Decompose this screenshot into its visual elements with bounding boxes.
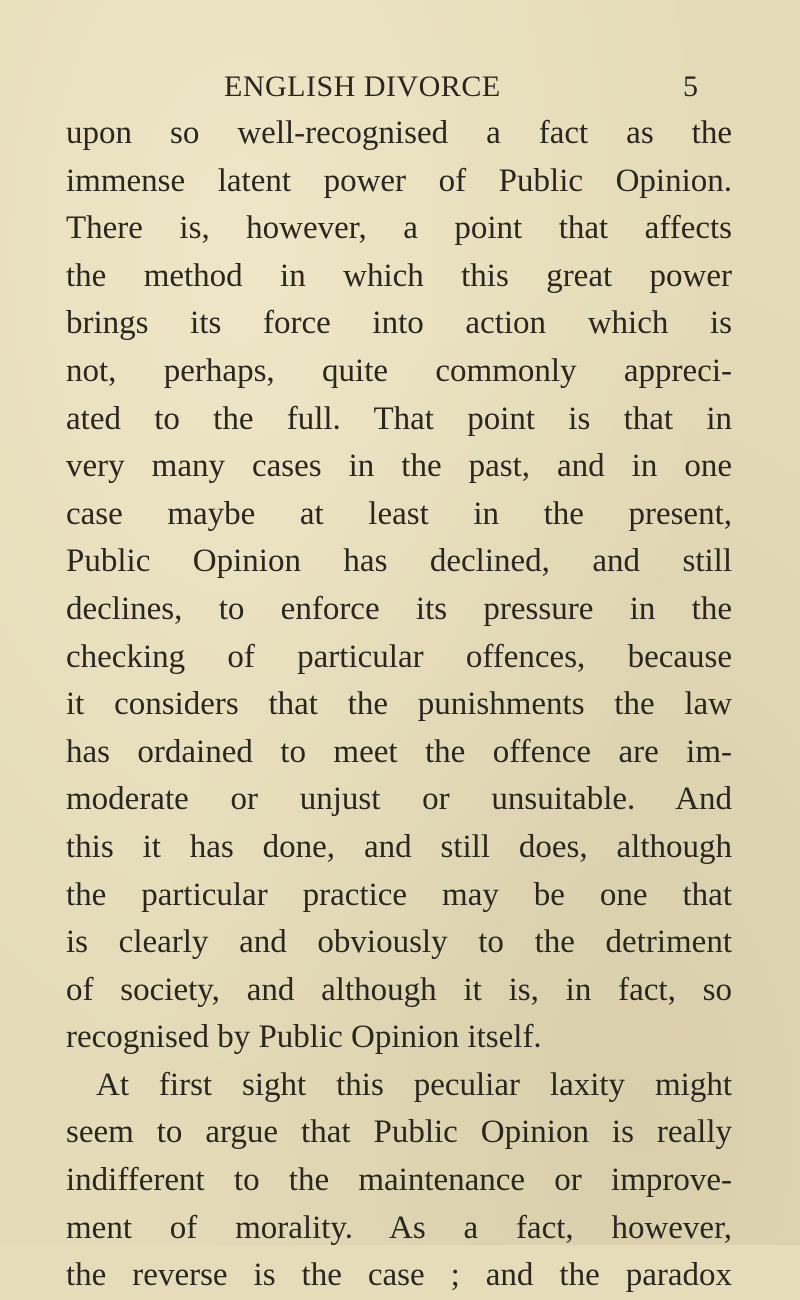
paragraph-start-line: At first sight this peculiar laxity might	[96, 1066, 732, 1103]
text-line: declines, to enforce its pressure in the	[66, 590, 732, 627]
text-line: Public Opinion has declined, and still	[66, 543, 732, 580]
text-line: There is, however, a point that affects	[66, 210, 732, 247]
text-line: seem to argue that Public Opinion is really	[66, 1114, 732, 1151]
running-title: ENGLISH DIVORCE	[224, 70, 501, 103]
text-line: the method in which this great power	[66, 257, 732, 294]
text-line: checking of particular offences, because	[66, 638, 732, 675]
text-line: not, perhaps, quite commonly appreci-	[66, 352, 732, 389]
body-text	[66, 110, 732, 1300]
text-line: immense latent power of Public Opinion.	[66, 162, 732, 199]
text-line: the particular practice may be one that	[66, 876, 732, 913]
text-line: very many cases in the past, and in one	[66, 448, 732, 485]
text-line: upon so well-recognised a fact as the	[66, 115, 732, 151]
text-line: the reverse is the case ; and the paradox	[66, 1257, 732, 1294]
text-line: this it has done, and still does, although	[66, 828, 732, 865]
text-line: ment of morality. As a fact, however,	[66, 1209, 732, 1246]
text-line: it considers that the punishments the law	[66, 686, 732, 723]
paragraph-end-line: recognised by Public Opinion itself.	[66, 1019, 542, 1056]
text-line: is clearly and obviously to the detriment	[66, 924, 732, 961]
text-line: of society, and although it is, in fact, so	[66, 971, 732, 1008]
text-line: case maybe at least in the present,	[66, 495, 732, 532]
text-line: has ordained to meet the offence are im-	[66, 733, 732, 770]
text-line: moderate or unjust or unsuitable. And	[66, 781, 732, 818]
text-line: ated to the full. That point is that in	[66, 400, 732, 437]
text-line: indifferent to the maintenance or improve-	[66, 1162, 732, 1199]
page-number: 5	[683, 70, 698, 103]
text-line: brings its force into action which is	[66, 305, 732, 342]
running-head	[0, 70, 800, 110]
